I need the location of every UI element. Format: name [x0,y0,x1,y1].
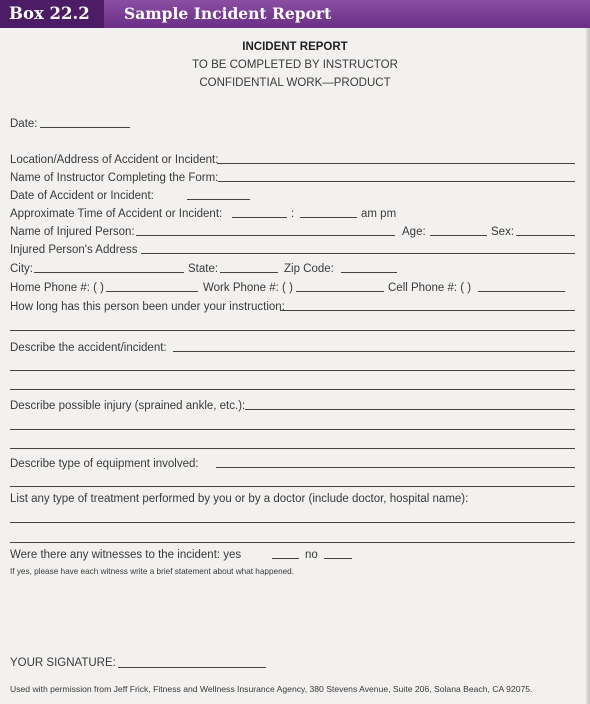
zip-field-line[interactable] [341,272,397,273]
work-phone-field-line[interactable] [296,291,384,292]
instructor-field-line[interactable] [218,181,575,182]
am-pm-label: am pm [361,208,397,220]
state-field-line[interactable] [220,272,278,273]
instructor-label: Name of Instructor Completing the Form: [10,172,219,184]
form-subtitle-confidential: CONFIDENTIAL WORK—PRODUCT [199,77,391,89]
describe-injury-line-3[interactable] [10,448,575,449]
injured-address-field-line[interactable] [141,253,575,254]
describe-accident-line-3[interactable] [10,389,575,390]
injured-address-label: Injured Person's Address [10,244,138,256]
time-hours-field-line[interactable] [232,217,287,218]
time-colon: : [291,208,295,220]
describe-accident-field-line[interactable] [173,351,575,352]
describe-injury-field-line[interactable] [245,409,575,410]
form-title: INCIDENT REPORT [242,41,348,53]
treatment-line-1[interactable] [10,522,575,523]
injured-name-field-line[interactable] [136,235,395,236]
treatment-line-2[interactable] [10,542,575,543]
age-field-line[interactable] [430,235,487,236]
page-edge-shadow [586,28,590,704]
witness-note: If yes, please have each witness write a brief statement about what happened. [10,567,295,576]
footer-credit: Used with permission from Jeff Frick, Fitness and Wellness Insurance Agency, 380 Stevens Avenue, Suite 206, Solana Beach, CA 92075. [10,684,533,694]
date-label: Date: [10,118,38,130]
sex-label: Sex: [491,226,515,238]
zip-label: Zip Code: [284,263,334,275]
describe-accident-label: Describe the accident/incident: [10,342,167,354]
cell-phone-field-line[interactable] [478,291,565,292]
witnesses-no-field-line[interactable] [324,558,352,559]
location-label: Location/Address of Accident or Incident: [10,154,219,166]
box-number: Box 22.2 [0,0,104,28]
box-title: Sample Incident Report [124,4,332,23]
witnesses-yes-field-line[interactable] [272,558,299,559]
how-long-label: How long has this person been under your instruction: [10,301,285,313]
injured-name-label: Name of Injured Person: [10,226,135,238]
describe-accident-line-2[interactable] [10,370,575,371]
witnesses-label: Were there any witnesses to the incident: yes [10,549,242,561]
cell-phone-label: Cell Phone #: ( ) [388,282,472,294]
time-label: Approximate Time of Accident or Incident: [10,208,223,220]
box-header [0,0,590,28]
time-minutes-field-line[interactable] [300,217,357,218]
home-phone-label: Home Phone #: ( ) [10,282,104,294]
city-field-line[interactable] [34,272,184,273]
describe-injury-label: Describe possible injury (sprained ankle, etc.): [10,400,246,412]
accident-date-label: Date of Accident or Incident: [10,190,154,202]
how-long-extra-line[interactable] [10,330,575,331]
treatment-label: List any type of treatment performed by you or by a doctor (include doctor, hospital name): [10,493,469,505]
form-subtitle-instructor: TO BE COMPLETED BY INSTRUCTOR [192,59,398,71]
location-field-line[interactable] [217,163,575,164]
work-phone-label: Work Phone #: ( ) [203,282,293,294]
signature-label: YOUR SIGNATURE: [10,657,116,669]
age-label: Age: [402,226,426,238]
sex-field-line[interactable] [516,235,575,236]
city-label: City: [10,263,33,275]
describe-injury-line-2[interactable] [10,429,575,430]
equipment-label: Describe type of equipment involved: [10,458,199,470]
signature-field-line[interactable] [118,667,266,668]
home-phone-field-line[interactable] [106,291,198,292]
how-long-field-line[interactable] [280,310,575,311]
witnesses-no-label: no [305,549,318,561]
date-field-line[interactable] [40,127,130,128]
equipment-field-line[interactable] [216,467,575,468]
accident-date-field-line[interactable] [187,199,250,200]
equipment-line-2[interactable] [10,486,575,487]
state-label: State: [188,263,219,275]
